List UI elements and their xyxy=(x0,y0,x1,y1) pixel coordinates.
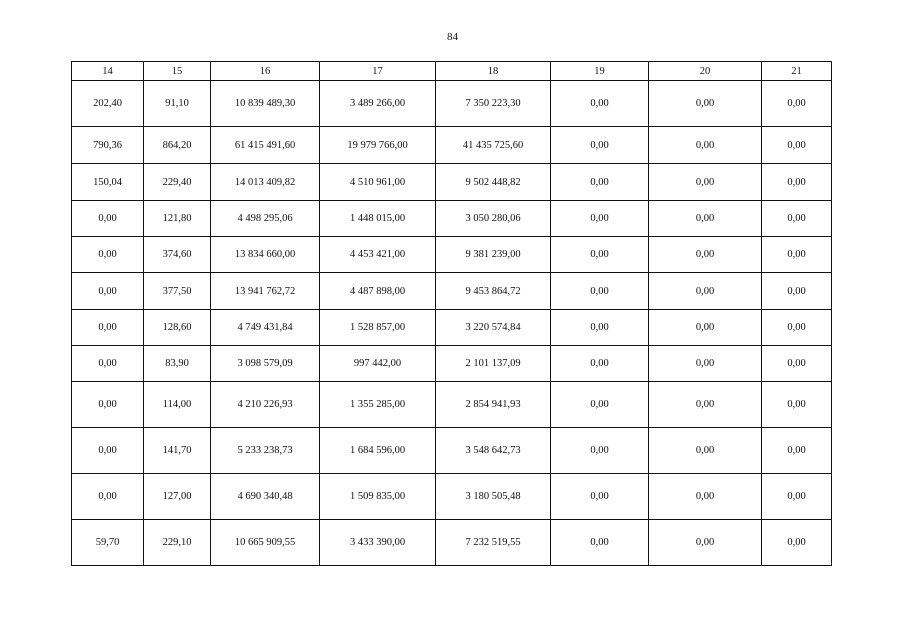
table-cell: 0,00 xyxy=(762,310,832,346)
table-cell: 3 433 390,00 xyxy=(320,520,436,566)
column-header: 16 xyxy=(211,62,320,81)
table-cell: 7 350 223,30 xyxy=(436,81,551,127)
table-row xyxy=(72,164,832,201)
column-header: 19 xyxy=(551,62,649,81)
table-cell: 9 453 864,72 xyxy=(436,273,551,310)
table-cell: 0,00 xyxy=(551,428,649,474)
table-header xyxy=(72,62,832,81)
table-cell: 0,00 xyxy=(762,382,832,428)
table-cell: 0,00 xyxy=(762,237,832,273)
table-cell: 0,00 xyxy=(649,382,762,428)
column-header: 15 xyxy=(144,62,211,81)
table-row xyxy=(72,81,832,127)
table-cell: 3 098 579,09 xyxy=(211,346,320,382)
column-header: 17 xyxy=(320,62,436,81)
table-cell: 0,00 xyxy=(72,346,144,382)
table-cell: 0,00 xyxy=(649,237,762,273)
table-cell: 229,10 xyxy=(144,520,211,566)
table-cell: 14 013 409,82 xyxy=(211,164,320,201)
table-cell: 127,00 xyxy=(144,474,211,520)
table-cell: 0,00 xyxy=(649,164,762,201)
table-cell: 0,00 xyxy=(551,81,649,127)
table-cell: 864,20 xyxy=(144,127,211,164)
table-cell: 13 834 660,00 xyxy=(211,237,320,273)
column-header: 20 xyxy=(649,62,762,81)
table-cell: 0,00 xyxy=(762,164,832,201)
table-cell: 1 528 857,00 xyxy=(320,310,436,346)
table-cell: 0,00 xyxy=(649,273,762,310)
table-cell: 0,00 xyxy=(551,382,649,428)
table-cell: 0,00 xyxy=(72,201,144,237)
table-cell: 2 101 137,09 xyxy=(436,346,551,382)
table-cell: 0,00 xyxy=(551,273,649,310)
table-cell: 2 854 941,93 xyxy=(436,382,551,428)
table-cell: 1 684 596,00 xyxy=(320,428,436,474)
table-cell: 0,00 xyxy=(762,81,832,127)
table-cell: 1 448 015,00 xyxy=(320,201,436,237)
table-cell: 0,00 xyxy=(649,520,762,566)
table-cell: 4 690 340,48 xyxy=(211,474,320,520)
table-cell: 83,90 xyxy=(144,346,211,382)
data-table xyxy=(71,61,832,566)
table-cell: 19 979 766,00 xyxy=(320,127,436,164)
table-cell: 9 502 448,82 xyxy=(436,164,551,201)
table-row xyxy=(72,273,832,310)
column-header: 18 xyxy=(436,62,551,81)
table-cell: 0,00 xyxy=(649,310,762,346)
table-cell: 3 548 642,73 xyxy=(436,428,551,474)
table-cell: 10 839 489,30 xyxy=(211,81,320,127)
table-row xyxy=(72,237,832,273)
table-cell: 0,00 xyxy=(72,474,144,520)
table-cell: 0,00 xyxy=(762,428,832,474)
table-cell: 9 381 239,00 xyxy=(436,237,551,273)
header-row xyxy=(72,62,832,81)
table-row xyxy=(72,382,832,428)
table-cell: 0,00 xyxy=(551,310,649,346)
table-cell: 374,60 xyxy=(144,237,211,273)
table-row xyxy=(72,346,832,382)
table-row xyxy=(72,428,832,474)
table-cell: 0,00 xyxy=(551,237,649,273)
table-cell: 202,40 xyxy=(72,81,144,127)
table-cell: 229,40 xyxy=(144,164,211,201)
table-row xyxy=(72,127,832,164)
table-cell: 5 233 238,73 xyxy=(211,428,320,474)
table-cell: 997 442,00 xyxy=(320,346,436,382)
table-cell: 121,80 xyxy=(144,201,211,237)
table-cell: 0,00 xyxy=(762,520,832,566)
table-cell: 91,10 xyxy=(144,81,211,127)
table-cell: 0,00 xyxy=(551,520,649,566)
table-cell: 4 510 961,00 xyxy=(320,164,436,201)
table-cell: 141,70 xyxy=(144,428,211,474)
table-cell: 0,00 xyxy=(72,428,144,474)
table-cell: 4 487 898,00 xyxy=(320,273,436,310)
table-cell: 790,36 xyxy=(72,127,144,164)
page-number: 84 xyxy=(447,31,458,43)
table-cell: 4 453 421,00 xyxy=(320,237,436,273)
table-cell: 0,00 xyxy=(762,346,832,382)
table-cell: 0,00 xyxy=(649,474,762,520)
table-cell: 377,50 xyxy=(144,273,211,310)
column-header: 14 xyxy=(72,62,144,81)
table-cell: 0,00 xyxy=(649,201,762,237)
table-cell: 0,00 xyxy=(551,201,649,237)
table-row xyxy=(72,201,832,237)
table-cell: 59,70 xyxy=(72,520,144,566)
table-cell: 0,00 xyxy=(762,474,832,520)
table-row xyxy=(72,520,832,566)
table-cell: 0,00 xyxy=(551,164,649,201)
table-cell: 0,00 xyxy=(649,346,762,382)
table-cell: 0,00 xyxy=(762,127,832,164)
table-cell: 4 749 431,84 xyxy=(211,310,320,346)
table-cell: 13 941 762,72 xyxy=(211,273,320,310)
table-cell: 0,00 xyxy=(72,237,144,273)
table-cell: 0,00 xyxy=(72,310,144,346)
table-cell: 3 489 266,00 xyxy=(320,81,436,127)
table-cell: 0,00 xyxy=(551,346,649,382)
table-cell: 4 498 295,06 xyxy=(211,201,320,237)
table-cell: 0,00 xyxy=(649,127,762,164)
table-cell: 7 232 519,55 xyxy=(436,520,551,566)
table-cell: 0,00 xyxy=(762,273,832,310)
table-cell: 128,60 xyxy=(144,310,211,346)
table-cell: 0,00 xyxy=(649,428,762,474)
table-cell: 61 415 491,60 xyxy=(211,127,320,164)
table-cell: 0,00 xyxy=(551,474,649,520)
table-cell: 3 220 574,84 xyxy=(436,310,551,346)
table-cell: 0,00 xyxy=(551,127,649,164)
table-cell: 1 355 285,00 xyxy=(320,382,436,428)
table-row xyxy=(72,474,832,520)
table-cell: 150,04 xyxy=(72,164,144,201)
table-cell: 10 665 909,55 xyxy=(211,520,320,566)
table-cell: 3 180 505,48 xyxy=(436,474,551,520)
table-cell: 0,00 xyxy=(72,382,144,428)
table-row xyxy=(72,310,832,346)
table-cell: 3 050 280,06 xyxy=(436,201,551,237)
table-cell: 0,00 xyxy=(762,201,832,237)
table-cell: 4 210 226,93 xyxy=(211,382,320,428)
column-header: 21 xyxy=(762,62,832,81)
table-cell: 0,00 xyxy=(72,273,144,310)
table-cell: 1 509 835,00 xyxy=(320,474,436,520)
table-body xyxy=(72,81,832,566)
table-cell: 0,00 xyxy=(649,81,762,127)
table-cell: 41 435 725,60 xyxy=(436,127,551,164)
table-cell: 114,00 xyxy=(144,382,211,428)
